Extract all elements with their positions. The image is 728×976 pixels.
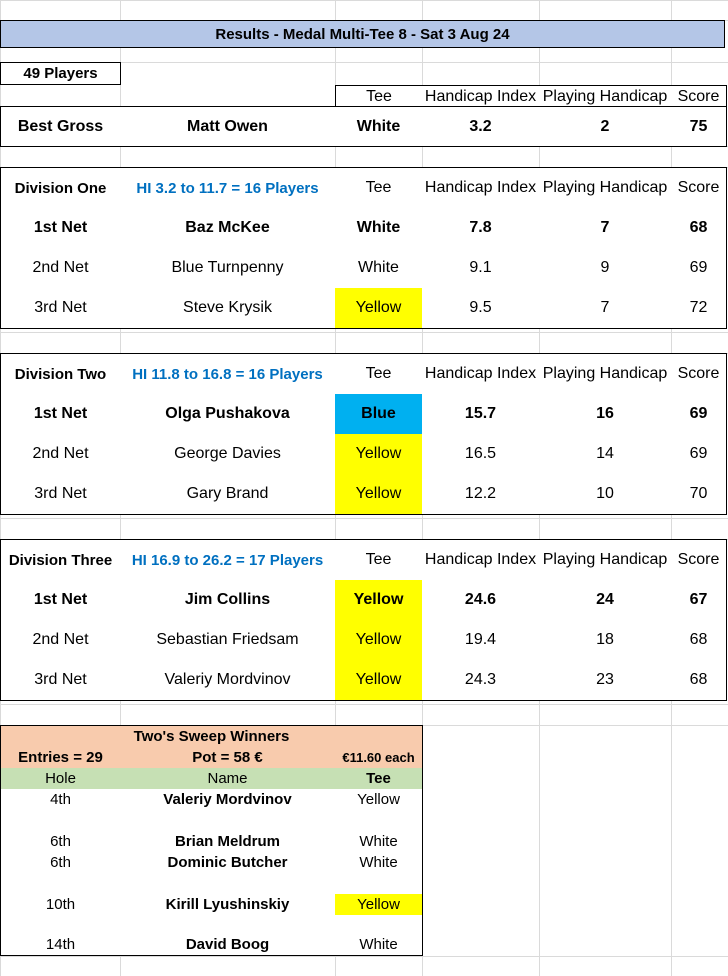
sweep-spacer-row: [335, 873, 423, 895]
table-row-tee: Yellow: [335, 660, 423, 701]
best-gross-score: 75: [671, 106, 727, 147]
table-row-ph: 18: [539, 620, 672, 661]
table-row-place: 3rd Net: [0, 660, 121, 701]
table-row-ph: 9: [539, 248, 672, 289]
table-row-ph: 7: [539, 288, 672, 329]
sweep-spacer-row: [120, 810, 336, 832]
table-row-tee: Blue: [335, 394, 423, 435]
sweep-header-tee: Tee: [335, 768, 423, 790]
division-two-header-score: Score: [671, 353, 727, 395]
table-row-place: 1st Net: [0, 580, 121, 621]
table-row-tee: Yellow: [335, 288, 423, 329]
list-item-tee: White: [335, 831, 423, 853]
table-row-ph: 23: [539, 660, 672, 701]
division-three-header-score: Score: [671, 539, 727, 581]
list-item-tee: Yellow: [335, 789, 423, 811]
list-item-name: Brian Meldrum: [120, 831, 336, 853]
table-row-tee: White: [335, 208, 423, 249]
table-row-hi: 24.3: [422, 660, 540, 701]
division-two-range: HI 11.8 to 16.8 = 16 Players: [120, 353, 336, 395]
table-row-tee: Yellow: [335, 580, 423, 621]
division-one-label: Division One: [0, 167, 121, 209]
division-three-range: HI 16.9 to 26.2 = 17 Players: [120, 539, 336, 581]
sweep-spacer-row: [0, 810, 121, 832]
list-item-tee: Yellow: [335, 894, 423, 916]
division-two-header-ph: Playing Handicap: [539, 353, 672, 395]
division-two-label: Division Two: [0, 353, 121, 395]
table-row-tee: White: [335, 248, 423, 289]
sweep-spacer-row: [335, 915, 423, 935]
sweep-header-name: Name: [120, 768, 336, 790]
table-row-name: Valeriy Mordvinov: [120, 660, 336, 701]
table-row-place: 2nd Net: [0, 434, 121, 475]
sweep-spacer-row: [120, 873, 336, 895]
table-row-place: 3rd Net: [0, 474, 121, 515]
sweep-spacer-row: [120, 915, 336, 935]
table-row-hi: 24.6: [422, 580, 540, 621]
division-one-header-hi: Handicap Index: [422, 167, 540, 209]
list-item-hole: 14th: [0, 934, 121, 956]
table-row-score: 69: [671, 394, 727, 435]
table-row-place: 3rd Net: [0, 288, 121, 329]
header-handicap-index: Handicap Index: [422, 85, 540, 107]
list-item-hole: 10th: [0, 894, 121, 916]
sweep-spacer-row: [0, 915, 121, 935]
list-item-hole: 6th: [0, 852, 121, 874]
table-row-ph: 16: [539, 394, 672, 435]
table-row-tee: Yellow: [335, 620, 423, 661]
list-item-tee: White: [335, 934, 423, 956]
header-tee: Tee: [335, 85, 423, 107]
table-row-name: Olga Pushakova: [120, 394, 336, 435]
division-one-range: HI 3.2 to 11.7 = 16 Players: [120, 167, 336, 209]
table-row-tee: Yellow: [335, 434, 423, 475]
sweep-entries: Entries = 29: [0, 747, 121, 769]
table-row-score: 67: [671, 580, 727, 621]
table-row-name: Steve Krysik: [120, 288, 336, 329]
sweep-spacer-row: [0, 873, 121, 895]
players-count: 49 Players: [0, 62, 121, 85]
table-row-place: 1st Net: [0, 394, 121, 435]
division-one-header-score: Score: [671, 167, 727, 209]
list-item-name: Dominic Butcher: [120, 852, 336, 874]
header-playing-handicap: Playing Handicap: [539, 85, 672, 107]
table-row-hi: 9.1: [422, 248, 540, 289]
table-row-place: 2nd Net: [0, 248, 121, 289]
sweep-each: €11.60 each: [335, 747, 423, 769]
table-row-name: Sebastian Friedsam: [120, 620, 336, 661]
table-row-ph: 24: [539, 580, 672, 621]
list-item-name: Valeriy Mordvinov: [120, 789, 336, 811]
table-row-hi: 9.5: [422, 288, 540, 329]
table-row-name: George Davies: [120, 434, 336, 475]
best-gross-label: Best Gross: [0, 106, 121, 147]
table-row-score: 69: [671, 248, 727, 289]
table-row-name: Baz McKee: [120, 208, 336, 249]
page-title: Results - Medal Multi-Tee 8 - Sat 3 Aug 24: [0, 20, 725, 48]
header-score: Score: [671, 85, 727, 107]
table-row-score: 68: [671, 208, 727, 249]
best-gross-ph: 2: [539, 106, 672, 147]
table-row-ph: 7: [539, 208, 672, 249]
list-item-name: Kirill Lyushinskiy: [120, 894, 336, 916]
list-item-name: David Boog: [120, 934, 336, 956]
table-row-hi: 16.5: [422, 434, 540, 475]
table-row-hi: 19.4: [422, 620, 540, 661]
list-item-hole: 4th: [0, 789, 121, 811]
table-row-name: Blue Turnpenny: [120, 248, 336, 289]
division-three-header-ph: Playing Handicap: [539, 539, 672, 581]
best-gross-name: Matt Owen: [120, 106, 336, 147]
division-one-header-ph: Playing Handicap: [539, 167, 672, 209]
table-row-tee: Yellow: [335, 474, 423, 515]
best-gross-hi: 3.2: [422, 106, 540, 147]
table-row-name: Jim Collins: [120, 580, 336, 621]
table-row-hi: 15.7: [422, 394, 540, 435]
division-two-header-tee: Tee: [335, 353, 423, 395]
table-row-hi: 7.8: [422, 208, 540, 249]
best-gross-tee: White: [335, 106, 423, 147]
sweep-spacer-row: [335, 810, 423, 832]
sweep-pot: Pot = 58 €: [120, 747, 336, 769]
table-row-ph: 14: [539, 434, 672, 475]
table-row-score: 68: [671, 660, 727, 701]
table-row-place: 2nd Net: [0, 620, 121, 661]
division-three-label: Division Three: [0, 539, 121, 581]
division-three-header-hi: Handicap Index: [422, 539, 540, 581]
division-one-header-tee: Tee: [335, 167, 423, 209]
table-row-score: 69: [671, 434, 727, 475]
table-row-score: 72: [671, 288, 727, 329]
sweep-title: Two's Sweep Winners: [0, 725, 423, 748]
table-row-place: 1st Net: [0, 208, 121, 249]
sweep-header-hole: Hole: [0, 768, 121, 790]
division-three-header-tee: Tee: [335, 539, 423, 581]
table-row-score: 70: [671, 474, 727, 515]
table-row-ph: 10: [539, 474, 672, 515]
table-row-name: Gary Brand: [120, 474, 336, 515]
division-two-header-hi: Handicap Index: [422, 353, 540, 395]
list-item-hole: 6th: [0, 831, 121, 853]
list-item-tee: White: [335, 852, 423, 874]
table-row-hi: 12.2: [422, 474, 540, 515]
table-row-score: 68: [671, 620, 727, 661]
